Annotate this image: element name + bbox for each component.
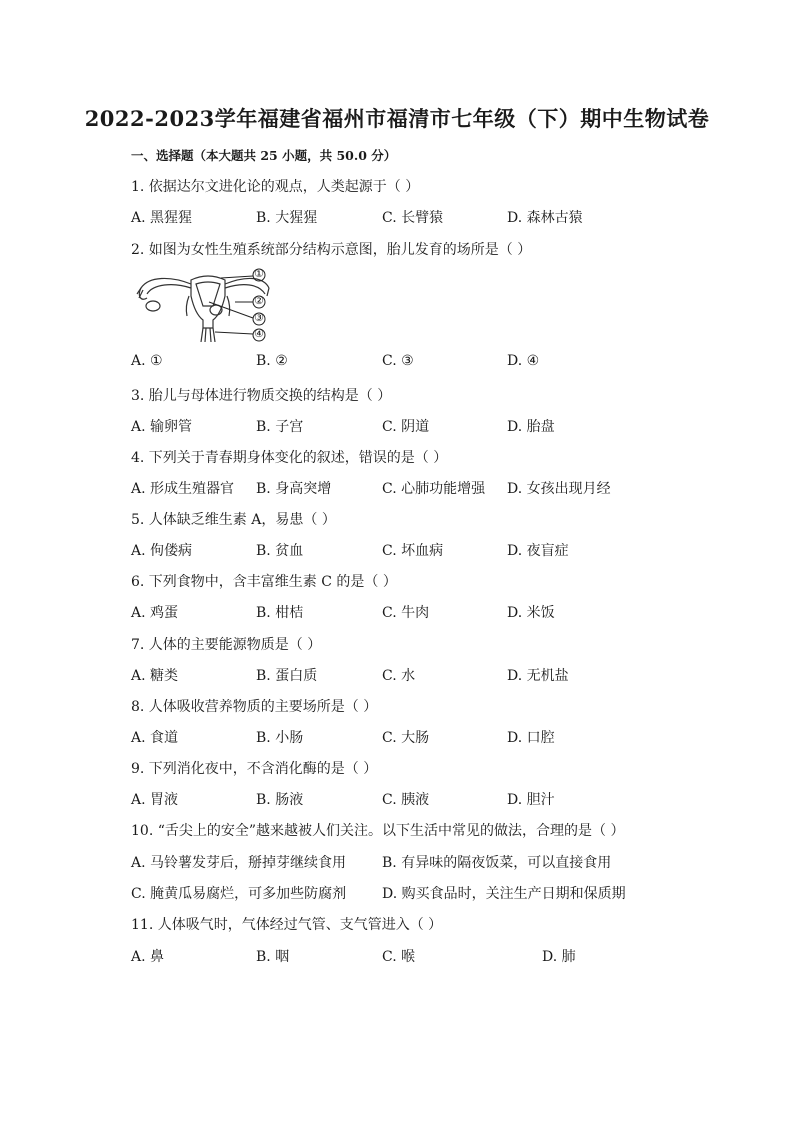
- option-a: A. 鼻: [131, 949, 165, 965]
- option-c: C. 大肠: [382, 730, 430, 746]
- question-10-options-row1: [131, 852, 691, 872]
- question-6-options: [131, 602, 691, 622]
- question-5-options: [131, 540, 691, 560]
- question-3: 3. 胎儿与母体进行物质交换的结构是（ ）: [131, 388, 392, 404]
- option-d: D. 夜盲症: [507, 543, 569, 559]
- question-2-options: [131, 353, 691, 373]
- option-c: C. 心肺功能增强: [382, 481, 486, 497]
- question-1: 1. 依据达尔文进化论的观点，人类起源于（ ）: [131, 179, 420, 195]
- option-a: A. 佝偻病: [131, 543, 193, 559]
- question-7-options: [131, 665, 691, 685]
- option-b: B. 咽: [256, 949, 290, 965]
- option-a: A. 马铃薯发芽后，掰掉芽继续食用: [131, 855, 347, 871]
- question-3-options: [131, 416, 691, 436]
- figure-label-3: ③: [254, 311, 264, 324]
- option-d: D. 肺: [542, 949, 576, 965]
- figure-label-1: ①: [254, 267, 264, 280]
- option-a: A. ①: [131, 353, 163, 369]
- uterus-diagram-svg: [131, 266, 271, 342]
- option-d: D. 森林古猿: [507, 210, 583, 226]
- option-b: B. 贫血: [256, 543, 304, 559]
- option-a: A. 胃液: [131, 792, 179, 808]
- page-title: 2022-2023学年福建省福州市福清市七年级（下）期中生物试卷: [84, 106, 710, 131]
- female-reproductive-system-diagram: [131, 266, 271, 342]
- option-c: C. 长臂猿: [382, 210, 444, 226]
- question-10-options-row2: [131, 883, 691, 903]
- option-c: C. 喉: [382, 949, 416, 965]
- question-6: 6. 下列食物中，含丰富维生素 C 的是（ ）: [131, 574, 397, 590]
- option-c: C. 阴道: [382, 419, 430, 435]
- question-8-options: [131, 727, 691, 747]
- option-b: B. 身高突增: [256, 481, 332, 497]
- option-d: D. 胆汁: [507, 792, 555, 808]
- option-a: A. 黑猩猩: [131, 210, 193, 226]
- option-c: C. 坏血病: [382, 543, 444, 559]
- question-4: 4. 下列关于青春期身体变化的叙述，错误的是（ ）: [131, 450, 448, 466]
- option-b: B. 大猩猩: [256, 210, 318, 226]
- option-a: A. 形成生殖器官: [131, 481, 235, 497]
- question-8: 8. 人体吸收营养物质的主要场所是（ ）: [131, 699, 378, 715]
- option-d: D. 女孩出现月经: [507, 481, 611, 497]
- question-5: 5. 人体缺乏维生素 A，易患（ ）: [131, 512, 336, 528]
- option-d: D. ④: [507, 353, 540, 369]
- figure-label-4: ④: [254, 327, 264, 340]
- option-d: D. 米饭: [507, 605, 555, 621]
- option-c: C. 水: [382, 668, 416, 684]
- option-b: B. 柑桔: [256, 605, 304, 621]
- option-a: A. 糖类: [131, 668, 179, 684]
- option-b: B. 有异味的隔夜饭菜，可以直接食用: [382, 855, 612, 871]
- option-b: B. 小肠: [256, 730, 304, 746]
- option-a: A. 鸡蛋: [131, 605, 179, 621]
- question-11-options: [131, 946, 691, 966]
- option-a: A. 输卵管: [131, 419, 193, 435]
- option-d: D. 购买食品时，关注生产日期和保质期: [382, 886, 626, 902]
- question-9: 9. 下列消化夜中，不含消化酶的是（ ）: [131, 761, 378, 777]
- option-d: D. 胎盘: [507, 419, 555, 435]
- question-2: 2. 如图为女性生殖系统部分结构示意图，胎儿发育的场所是（ ）: [131, 242, 532, 258]
- question-4-options: [131, 478, 691, 498]
- question-7: 7. 人体的主要能源物质是（ ）: [131, 637, 322, 653]
- question-9-options: [131, 789, 691, 809]
- section-heading: 一、选择题（本大题共 25 小题，共 50.0 分）: [131, 148, 397, 163]
- option-d: D. 无机盐: [507, 668, 569, 684]
- question-11: 11. 人体吸气时，气体经过气管、支气管进入（ ）: [131, 917, 443, 933]
- option-b: B. 肠液: [256, 792, 304, 808]
- option-c: C. 腌黄瓜易腐烂，可多加些防腐剂: [131, 886, 347, 902]
- figure-label-2: ②: [254, 294, 264, 307]
- option-c: C. ③: [382, 353, 414, 369]
- option-c: C. 牛肉: [382, 605, 430, 621]
- question-1-options: [131, 207, 691, 227]
- option-b: B. 蛋白质: [256, 668, 318, 684]
- option-a: A. 食道: [131, 730, 179, 746]
- question-10: 10. “舌尖上的安全”越来越被人们关注。以下生活中常见的做法，合理的是（ ）: [131, 823, 625, 839]
- option-d: D. 口腔: [507, 730, 555, 746]
- option-c: C. 胰液: [382, 792, 430, 808]
- option-b: B. 子宫: [256, 419, 304, 435]
- option-b: B. ②: [256, 353, 288, 369]
